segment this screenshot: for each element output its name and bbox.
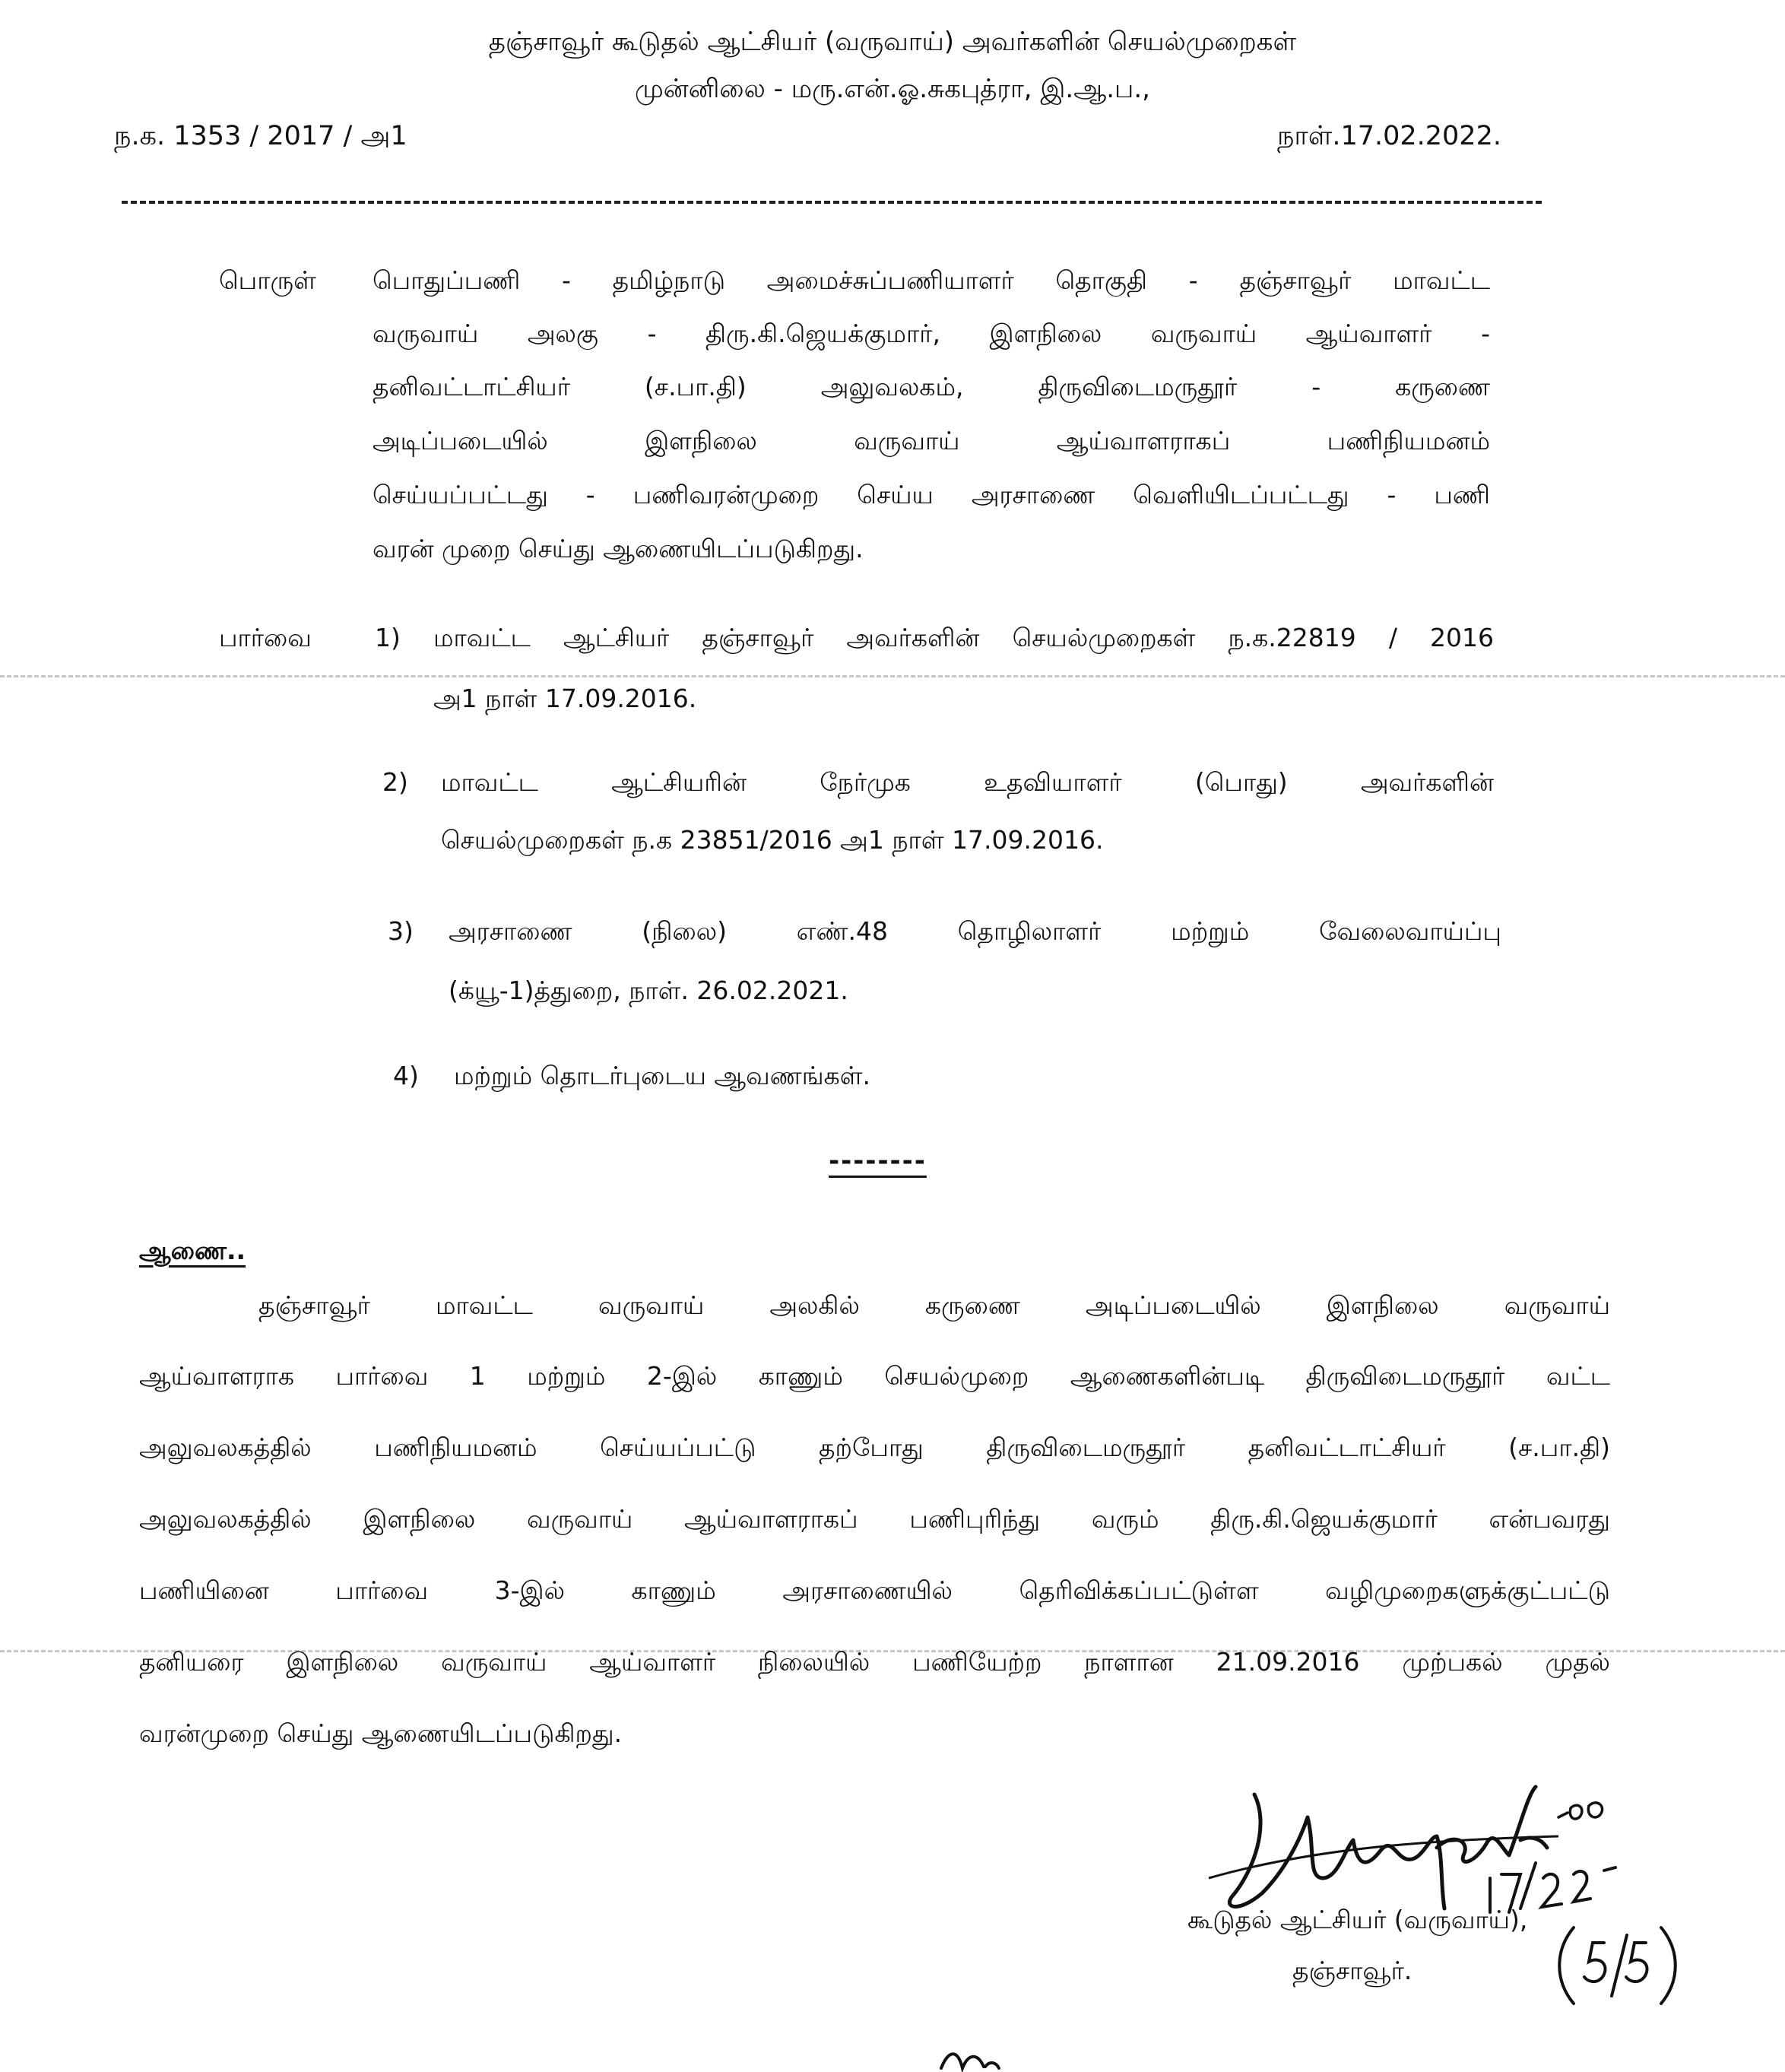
order-date: நாள்.17.02.2022.: [1277, 121, 1501, 151]
presence-line: முன்னிலை - மரு.என்.ஓ.சுகபுத்ரா, இ.ஆ.ப.,: [635, 74, 1150, 104]
subject-label: பொருள்: [219, 265, 316, 295]
page-mark-handwritten: [1551, 1920, 1688, 2011]
subject-line: செய்யப்பட்டது - பணிவரன்முறை செய்ய அரசாணை வெளியிடப்பட்டது - பணி: [373, 480, 1490, 509]
reference-item-3: [449, 916, 1501, 1005]
order-heading: ஆணை..: [139, 1236, 246, 1265]
signatory-designation: கூடுதல் ஆட்சியர் (வருவாய்),: [1187, 1905, 1528, 1934]
order-line: வரன்முறை செய்து ஆணையிடப்படுகிறது.: [139, 1718, 623, 1748]
header-separator: [122, 201, 1542, 204]
order-line: அலுவலகத்தில் இளநிலை வருவாய் ஆய்வாளராகப் பணிபுரிந்து வரும் திரு.கி.ஜெயக்குமார் என்பவரது: [139, 1504, 1610, 1534]
reference-item-4: மற்றும் தொடர்புடைய ஆவணங்கள்.: [454, 1061, 870, 1090]
reference-line: செயல்முறைகள் ந.க 23851/2016 அ1 நாள் 17.09.2016.: [441, 825, 1104, 855]
signature-stroke: [1229, 1787, 1547, 1909]
reference-number-1: 1): [375, 623, 401, 652]
reference-line: (க்யூ-1)த்துறை, நாள். 26.02.2021.: [449, 976, 848, 1005]
references-label: பார்வை: [219, 623, 312, 652]
order-paragraph: [139, 1290, 1610, 1748]
references-divider: --------: [829, 1146, 927, 1176]
signatory-place: தஞ்சாவூர்.: [1292, 1956, 1412, 1985]
reference-number-4: 4): [393, 1061, 419, 1090]
signature-underline-stroke: [1209, 1836, 1558, 1878]
reference-number: ந.க. 1353 / 2017 / அ1: [114, 121, 407, 151]
subject-block: [373, 265, 1490, 589]
subject-line: தனிவட்டாட்சியர் (ச.பா.தி) அலுவலகம், திருவிடைமருதூர் - கருணை: [373, 372, 1490, 401]
order-line: தனியரை இளநிலை வருவாய் ஆய்வாளர் நிலையில் பணியேற்ற நாளான 21.09.2016 முற்பகல் முதல்: [139, 1647, 1610, 1677]
subject-line: வரன் முறை செய்து ஆணையிடப்படுகிறது.: [373, 534, 864, 563]
reference-line: அரசாணை (நிலை) எண்.48 தொழிலாளர் மற்றும் வேலைவாய்ப்பு: [449, 916, 1501, 946]
document-title: தஞ்சாவூர் கூடுதல் ஆட்சியர் (வருவாய்) அவர்களின் செயல்முறைகள்: [488, 27, 1297, 57]
reference-number-2: 2): [382, 767, 408, 797]
subject-line: வருவாய் அலகு - திரு.கி.ஜெயக்குமார், இளநிலை வருவாய் ஆய்வாளர் -: [373, 319, 1490, 348]
reference-line: அ1 நாள் 17.09.2016.: [433, 684, 697, 713]
subject-line: பொதுப்பணி - தமிழ்நாடு அமைச்சுப்பணியாளர் தொகுதி - தஞ்சாவூர் மாவட்ட: [373, 265, 1490, 295]
order-line: அலுவலகத்தில் பணிநியமனம் செய்யப்பட்டு தற்போது திருவிடைமருதூர் தனிவட்டாட்சியர் (ச.பா.தி): [139, 1433, 1610, 1462]
order-line: தஞ்சாவூர் மாவட்ட வருவாய் அலகில் கருணை அடிப்படையில் இளநிலை வருவாய்: [258, 1290, 1610, 1320]
reference-line: மாவட்ட ஆட்சியரின் நேர்முக உதவியாளர் (பொது) அவர்களின்: [441, 767, 1494, 797]
reference-item-2: [441, 767, 1494, 855]
signature-aro-stroke: [1558, 1803, 1603, 1819]
reference-number-3: 3): [388, 916, 414, 946]
order-line: பணியினை பார்வை 3-இல் காணும் அரசாணையில் தெரிவிக்கப்பட்டுள்ள வழிமுறைகளுக்குட்பட்டு: [139, 1575, 1610, 1605]
reference-line: மாவட்ட ஆட்சியர் தஞ்சாவூர் அவர்களின் செயல்முறைகள் ந.க.22819 / 2016: [433, 623, 1494, 652]
subject-line: அடிப்படையில் இளநிலை வருவாய் ஆய்வாளராகப் பணிநியமனம்: [373, 426, 1490, 455]
cutoff-mark: [935, 2045, 1003, 2072]
reference-item-1: [433, 625, 1494, 711]
order-line: ஆய்வாளராக பார்வை 1 மற்றும் 2-இல் காணும் செயல்முறை ஆணைகளின்படி திருவிடைமருதூர் வட்ட: [139, 1361, 1610, 1391]
